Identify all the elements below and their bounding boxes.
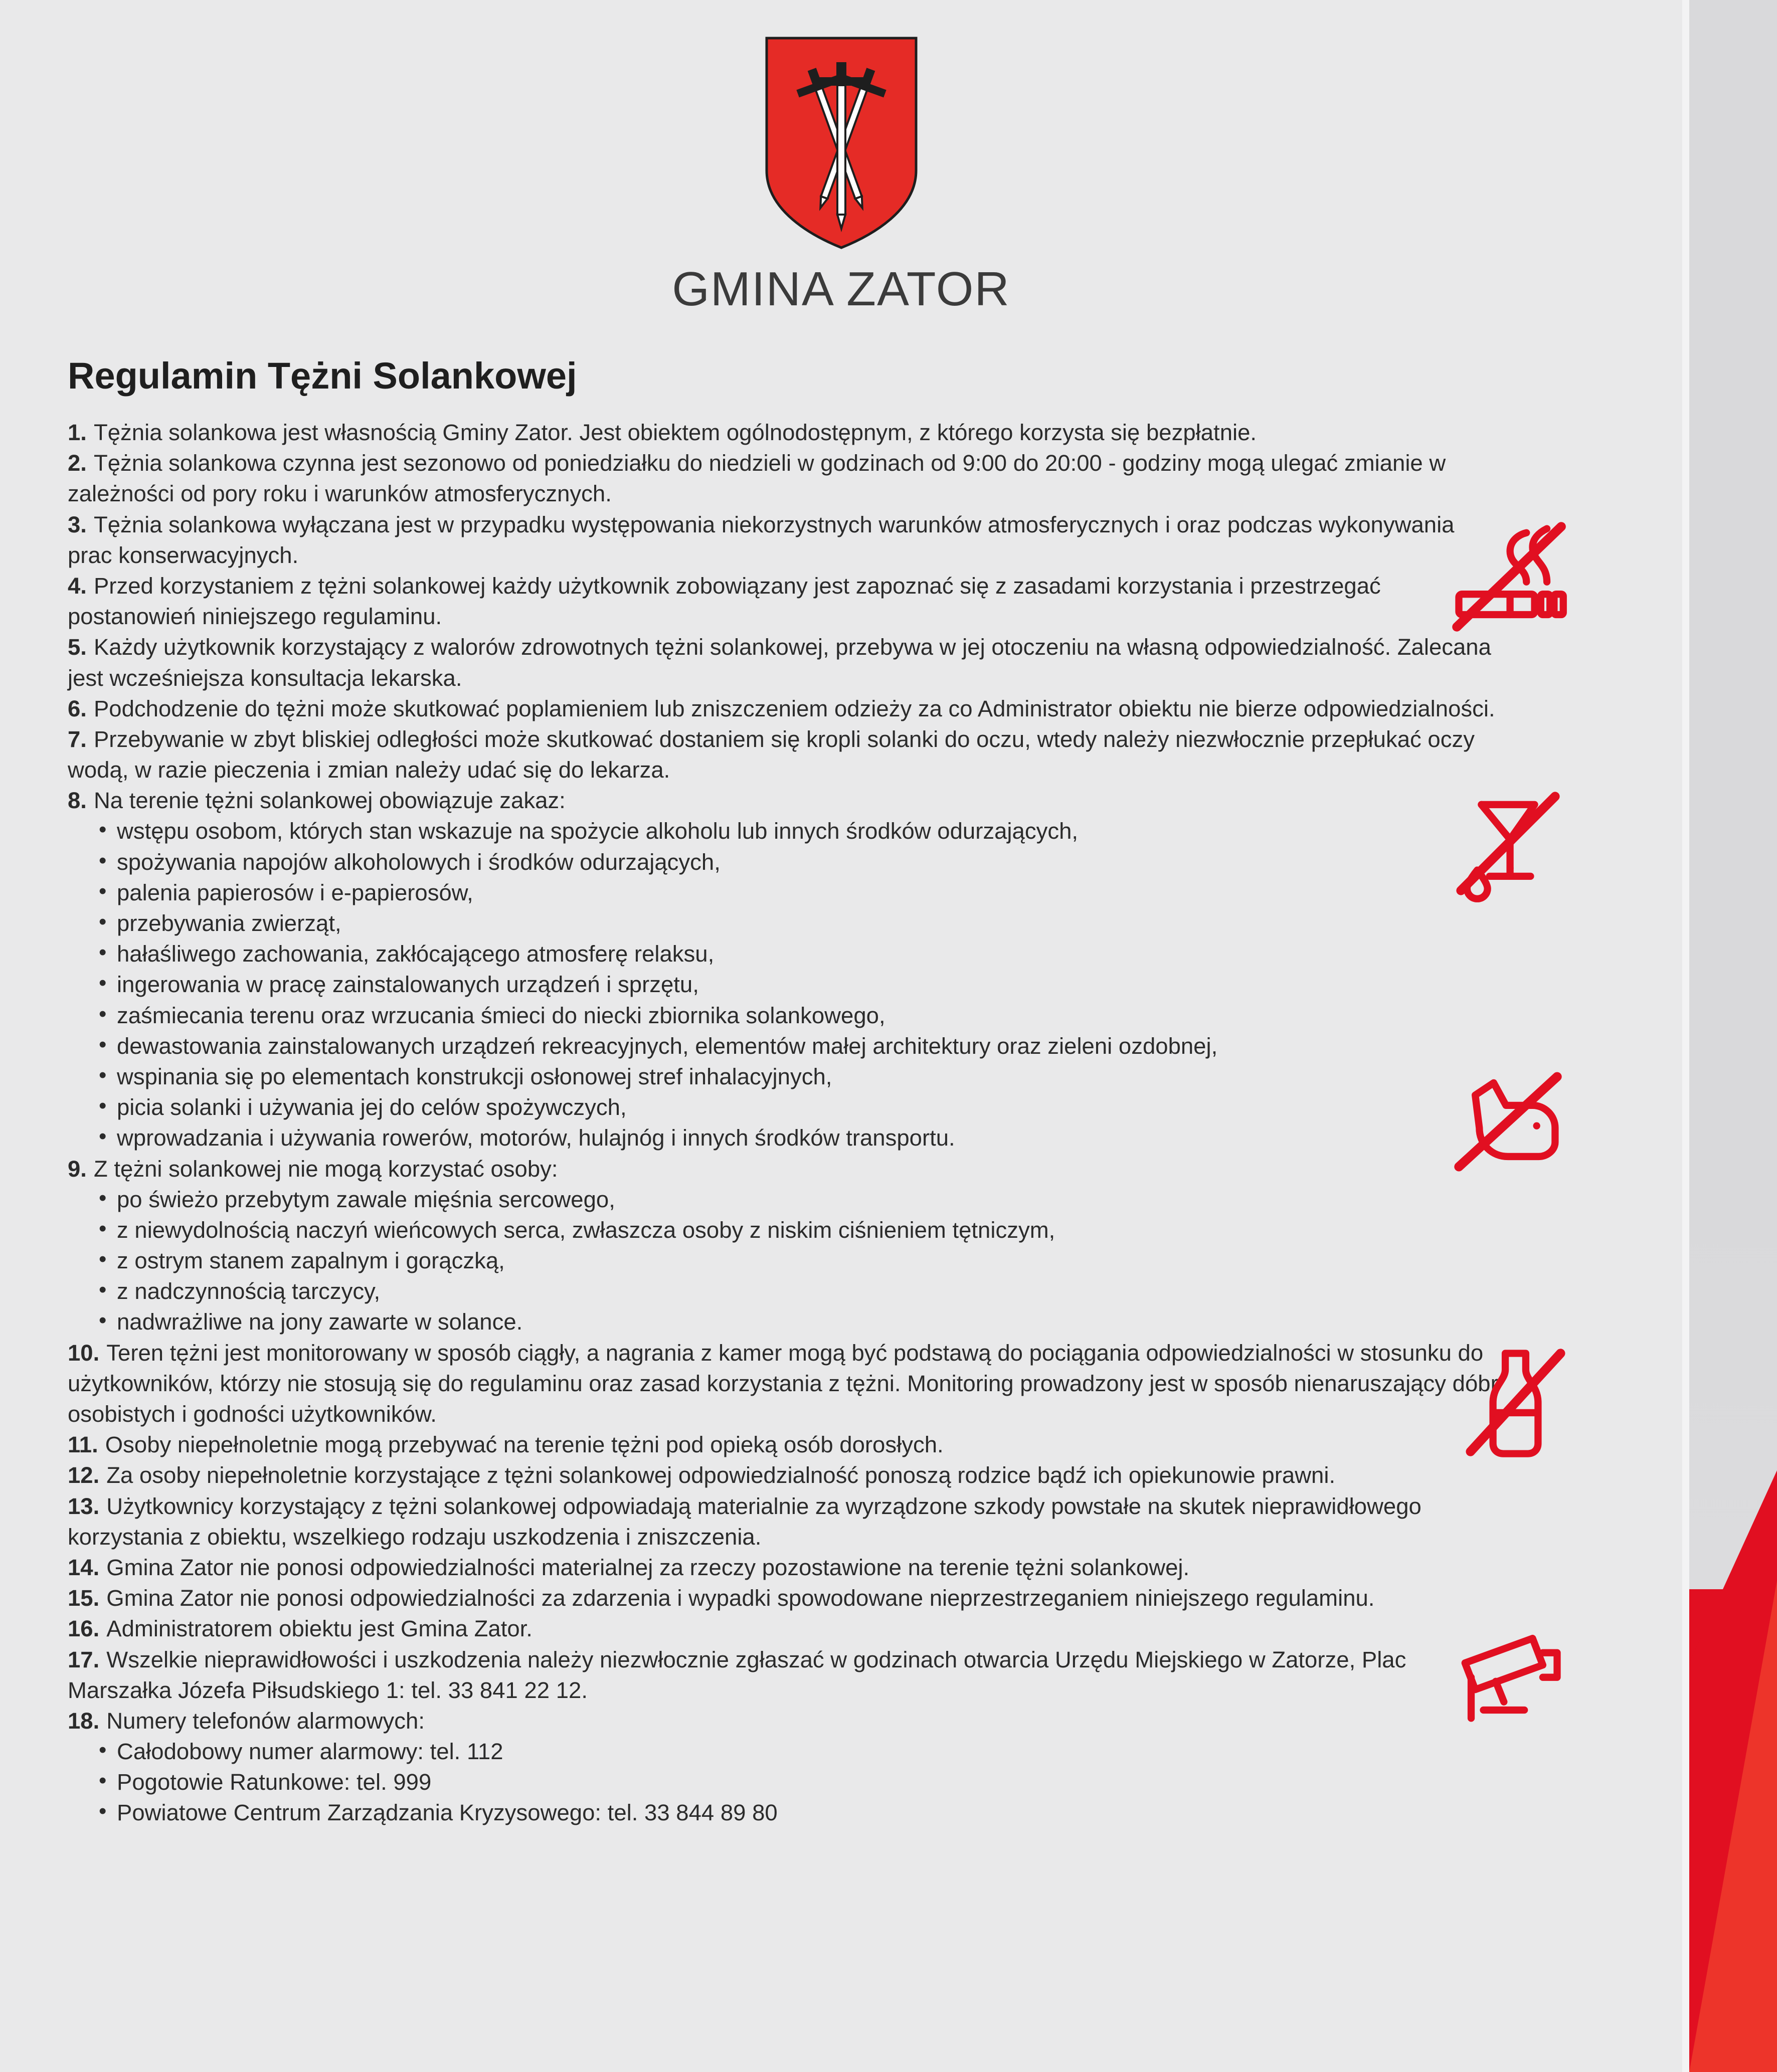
list-item: • z nadczynnością tarczycy, [68, 1276, 1502, 1306]
rule-number: 10. [68, 1340, 100, 1366]
rule-number: 18. [68, 1708, 100, 1734]
rule-sublist [68, 1736, 1502, 1828]
rule-number: 1. [68, 420, 87, 445]
rule-item [68, 632, 1502, 693]
rule-number: 14. [68, 1554, 100, 1580]
rule-item [68, 571, 1502, 632]
rule-number: 17. [68, 1646, 100, 1672]
rule-number: 13. [68, 1493, 100, 1519]
rule-sublist [68, 816, 1502, 1153]
page-title: Regulamin Tężni Solankowej [68, 355, 577, 397]
rule-number: 4. [68, 573, 87, 599]
rule-item [68, 417, 1502, 448]
cctv-camera-icon [1447, 1612, 1569, 1735]
list-item: • po świeżo przebytym zawale mięśnia sercowego, [68, 1184, 1502, 1215]
rule-text: Podchodzenie do tężni może skutkować poplamieniem lub zniszczeniem odzieży za co Administrator obiektu nie bierze odpowiedzialności. [93, 695, 1495, 721]
rule-item [68, 724, 1502, 785]
list-item: • spożywania napojów alkoholowych i środków odurzających, [68, 847, 1502, 877]
list-item: • picia solanki i używania jej do celów spożywczych, [68, 1092, 1502, 1122]
list-item: • wspinania się po elementach konstrukcji osłonowej stref inhalacyjnych, [68, 1061, 1502, 1092]
list-item: • nadwrażliwe na jony zawarte w solance. [68, 1306, 1502, 1337]
no-smoking-icon [1447, 516, 1569, 639]
rule-text: Teren tężni jest monitorowany w sposób ciągły, a nagrania z kamer mogą być podstawą do pociągania odpowiedzialności w stosunku do użytkowników, którzy nie stosują się do regulaminu oraz zasad korzystania z tężni. Monitoring prowadzony jest w sposób nienaruszający dóbr osobistych i godności użytkowników. [68, 1340, 1498, 1427]
organization-name: GMINA ZATOR [672, 262, 1010, 316]
list-item: • Całodobowy numer alarmowy: tel. 112 [68, 1736, 1502, 1767]
rule-item [68, 448, 1502, 509]
rule-number: 6. [68, 695, 87, 721]
rule-text: Na terenie tężni solankowej obowiązuje zakaz: [93, 788, 566, 814]
rules-list [68, 417, 1502, 1828]
list-item: • wstępu osobom, których stan wskazuje na spożycie alkoholu lub innych środków odurzających, [68, 816, 1502, 846]
rule-item [68, 1154, 1502, 1184]
decorative-stripe [1689, 0, 1777, 2072]
list-item: • dewastowania zainstalowanych urządzeń rekreacyjnych, elementów małej architektury oraz zieleni ozdobnej, [68, 1031, 1502, 1061]
rule-item [68, 1583, 1502, 1613]
rule-number: 3. [68, 511, 87, 537]
list-item: • hałaśliwego zachowania, zakłócającego atmosferę relaksu, [68, 938, 1502, 969]
rule-number: 12. [68, 1462, 100, 1488]
rule-item [68, 785, 1502, 816]
list-item: • zaśmiecania terenu oraz wrzucania śmieci do niecki zbiornika solankowego, [68, 1000, 1502, 1031]
rule-text: Gmina Zator nie ponosi odpowiedzialności materialnej za rzeczy pozostawione na terenie tężni solankowej. [106, 1554, 1190, 1580]
pictogram-column [1427, 0, 1627, 2072]
rule-number: 16. [68, 1616, 100, 1642]
no-alcohol-icon [1447, 782, 1569, 905]
rule-item [68, 693, 1502, 724]
no-dogs-icon [1447, 1060, 1569, 1183]
list-item: • z niewydolnością naczyń wieńcowych serca, zwłaszcza osoby z niskim ciśnieniem tętniczym, [68, 1215, 1502, 1245]
rule-text: Numery telefonów alarmowych: [106, 1708, 425, 1734]
rule-text: Tężnia solankowa wyłączana jest w przypadku występowania niekorzystnych warunków atmosferycznych i oraz podczas wykonywania prac konserwacyjnych. [68, 511, 1455, 568]
rule-item [68, 1644, 1502, 1706]
stripe-edge [1682, 0, 1689, 2072]
no-drinking-bottle-icon [1454, 1341, 1577, 1464]
rule-text: Tężnia solankowa jest własnością Gminy Zator. Jest obiektem ogólnodostępnym, z którego korzysta się bezpłatnie. [93, 420, 1257, 445]
rule-text: Gmina Zator nie ponosi odpowiedzialności za zdarzenia i wypadki spowodowane nieprzestrzeganiem niniejszego regulaminu. [106, 1585, 1375, 1611]
rule-sublist [68, 1184, 1502, 1338]
rule-item [68, 1429, 1502, 1460]
rule-text: Osoby niepełnoletnie mogą przebywać na terenie tężni pod opieką osób dorosłych. [105, 1432, 944, 1458]
rule-item [68, 1491, 1502, 1552]
rule-number: 8. [68, 788, 87, 814]
rule-text: Wszelkie nieprawidłowości i uszkodzenia należy niezwłocznie zgłaszać w godzinach otwarcia Urzędu Miejskiego w Zatorze, Plac Marszałka Józefa Piłsudskiego 1: tel. 33 841 22 12. [68, 1646, 1406, 1703]
rule-item [68, 1552, 1502, 1583]
rule-item [68, 1613, 1502, 1644]
rule-text: Przebywanie w zbyt bliskiej odległości może skutkować dostaniem się kropli solanki do oczu, wtedy należy niezwłocznie przepłukać oczy wodą, w razie pieczenia i zmian należy udać się do lekarza. [68, 726, 1475, 783]
rule-item [68, 1460, 1502, 1490]
rule-text: Przed korzystaniem z tężni solankowej każdy użytkownik zobowiązany jest zapoznać się z zasadami korzystania i przestrzegać postanowień niniejszego regulaminu. [68, 573, 1381, 630]
list-item: • Pogotowie Ratunkowe: tel. 999 [68, 1767, 1502, 1797]
list-item: • przebywania zwierząt, [68, 908, 1502, 938]
rule-item [68, 509, 1502, 571]
stripe-top-fade [1689, 0, 1777, 1589]
rule-number: 9. [68, 1156, 87, 1182]
list-item: • wprowadzania i używania rowerów, motorów, hulajnóg i innych środków transportu. [68, 1122, 1502, 1153]
rule-number: 5. [68, 634, 87, 660]
rule-text: Użytkownicy korzystający z tężni solankowej odpowiadają materialnie za wyrządzone szkody powstałe na skutek nieprawidłowego korzystania z obiektu, wszelkiego rodzaju uszkodzenia i zniszczenia. [68, 1493, 1421, 1550]
rule-number: 2. [68, 450, 87, 476]
rule-number: 11. [68, 1432, 98, 1458]
rule-item [68, 1338, 1502, 1430]
rule-item [68, 1706, 1502, 1736]
list-item: • palenia papierosów i e-papierosów, [68, 877, 1502, 908]
rule-text: Z tężni solankowej nie mogą korzystać osoby: [93, 1156, 558, 1182]
list-item: • Powiatowe Centrum Zarządzania Kryzysowego: tel. 33 844 89 80 [68, 1797, 1502, 1828]
rule-text: Administratorem obiektu jest Gmina Zator. [106, 1616, 532, 1642]
coat-of-arms-icon [764, 35, 919, 251]
rule-text: Tężnia solankowa czynna jest sezonowo od poniedziałku do niedzieli w godzinach od 9:00 do 20:00 - godziny mogą ulegać zmianie w zależności od pory roku i warunków atmosferycznych. [68, 450, 1446, 507]
rule-text: Każdy użytkownik korzystający z walorów zdrowotnych tężni solankowej, przebywa w jej otoczeniu na własną odpowiedzialność. Zalecana jest wcześniejsza konsultacja lekarska. [68, 634, 1491, 691]
list-item: • z ostrym stanem zapalnym i gorączką, [68, 1245, 1502, 1276]
list-item: • ingerowania w pracę zainstalowanych urządzeń i sprzętu, [68, 969, 1502, 1000]
rule-number: 7. [68, 726, 87, 752]
rule-text: Za osoby niepełnoletnie korzystające z tężni solankowej odpowiedzialność ponoszą rodzice bądź ich opiekunowie prawni. [106, 1462, 1336, 1488]
rule-number: 15. [68, 1585, 100, 1611]
